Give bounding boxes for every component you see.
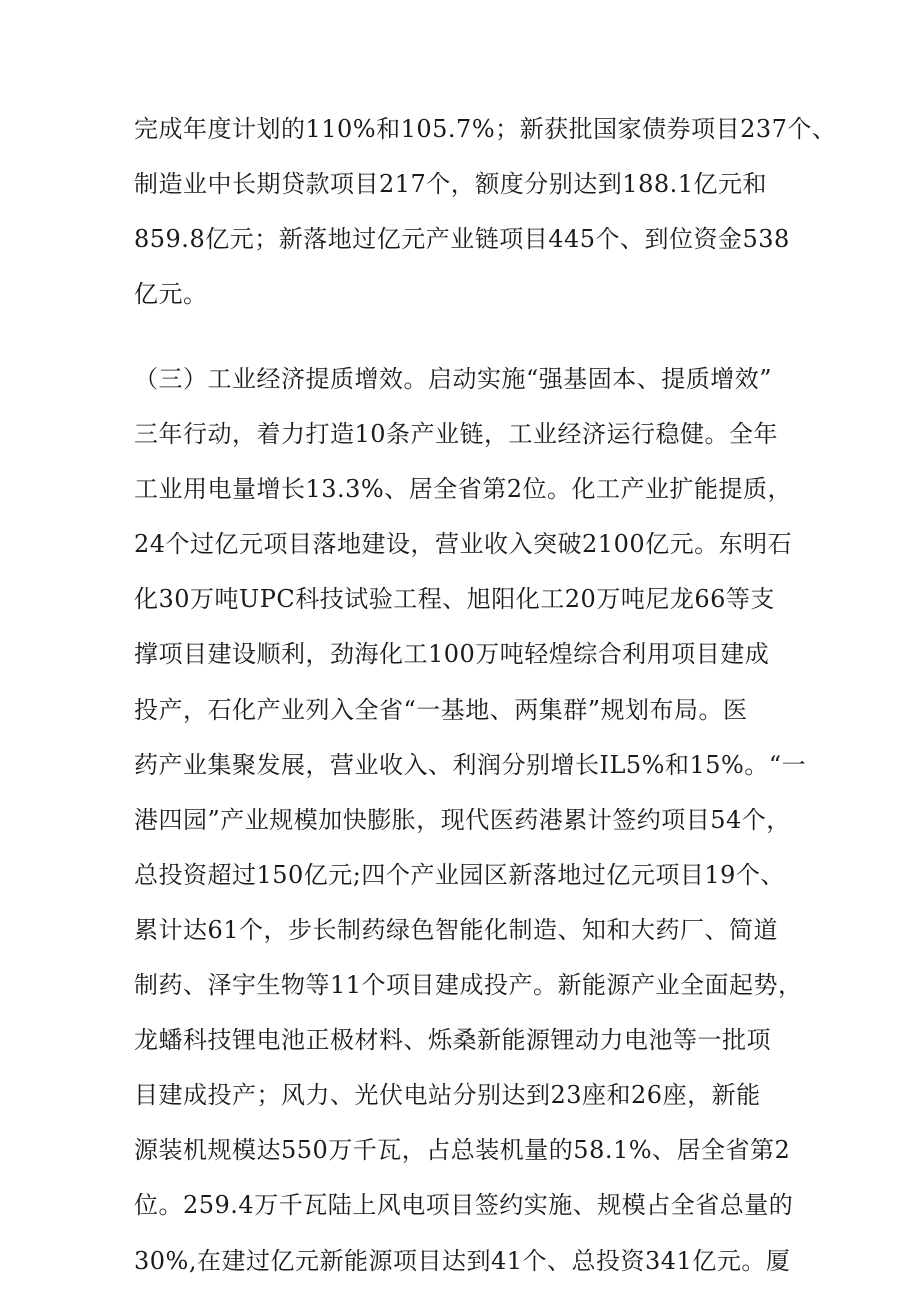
text-line: 龙蟠科技锂电池正极材料、烁桑新能源锂动力电池等一批项 bbox=[134, 1026, 771, 1055]
text-line: 目建成投产；风力、光伏电站分别达到23座和26座，新能 bbox=[134, 1081, 761, 1110]
text-line: 药产业集聚发展，营业收入、利润分别增长IL5%和15%。“一 bbox=[134, 750, 807, 779]
text-line: 源装机规模达550万千瓦，占总装机量的58.1%、居全省第2 bbox=[134, 1136, 791, 1165]
text-line: 制造业中长期贷款项目217个，额度分别达到188.1亿元和 bbox=[134, 170, 768, 199]
paragraph-industrial-economy bbox=[134, 352, 807, 1289]
text-line: 累计达61个，步长制药绿色智能化制造、知和大药厂、简道 bbox=[134, 915, 779, 944]
text-line: 三年行动，着力打造10条产业链，工业经济运行稳健。全年 bbox=[134, 420, 779, 449]
text-line: 制药、泽宇生物等11个项目建成投产。新能源产业全面起势， bbox=[134, 971, 803, 1000]
text-line: 位。259.4万千瓦陆上风电项目签约实施、规模占全省总量的 bbox=[134, 1191, 794, 1220]
paragraph-investment-summary bbox=[134, 102, 837, 322]
text-line: （三）工业经济提质增效。启动实施“强基固本、提质增效” bbox=[134, 365, 773, 393]
text-line: 亿元。 bbox=[134, 280, 208, 309]
text-line: 完成年度计划的110%和105.7%；新获批国家债券项目237个、 bbox=[134, 115, 837, 143]
text-line: 总投资超过150亿元;四个产业园区新落地过亿元项目19个、 bbox=[134, 860, 785, 889]
text-line: 859.8亿元；新落地过亿元产业链项目445个、到位资金538 bbox=[134, 225, 790, 254]
text-line: 工业用电量增长13.3%、居全省第2位。化工产业扩能提质， bbox=[134, 475, 793, 504]
text-line: 撑项目建设顺利，劲海化工100万吨轻煌综合利用项目建成 bbox=[134, 640, 770, 669]
text-line: 30%,在建过亿元新能源项目达到41个、总投资341亿元。厦 bbox=[134, 1246, 791, 1275]
text-line: 24个过亿元项目落地建设，营业收入突破2100亿元。东明石 bbox=[134, 530, 793, 559]
text-line: 投产，石化产业列入全省“一基地、两集群”规划布局。医 bbox=[134, 695, 748, 724]
text-line: 港四园”产业规模加快膨胀，现代医药港累计签约项目54个， bbox=[134, 805, 791, 834]
text-line: 化30万吨UPC科技试验工程、旭阳化工20万吨尼龙66等支 bbox=[134, 585, 775, 614]
